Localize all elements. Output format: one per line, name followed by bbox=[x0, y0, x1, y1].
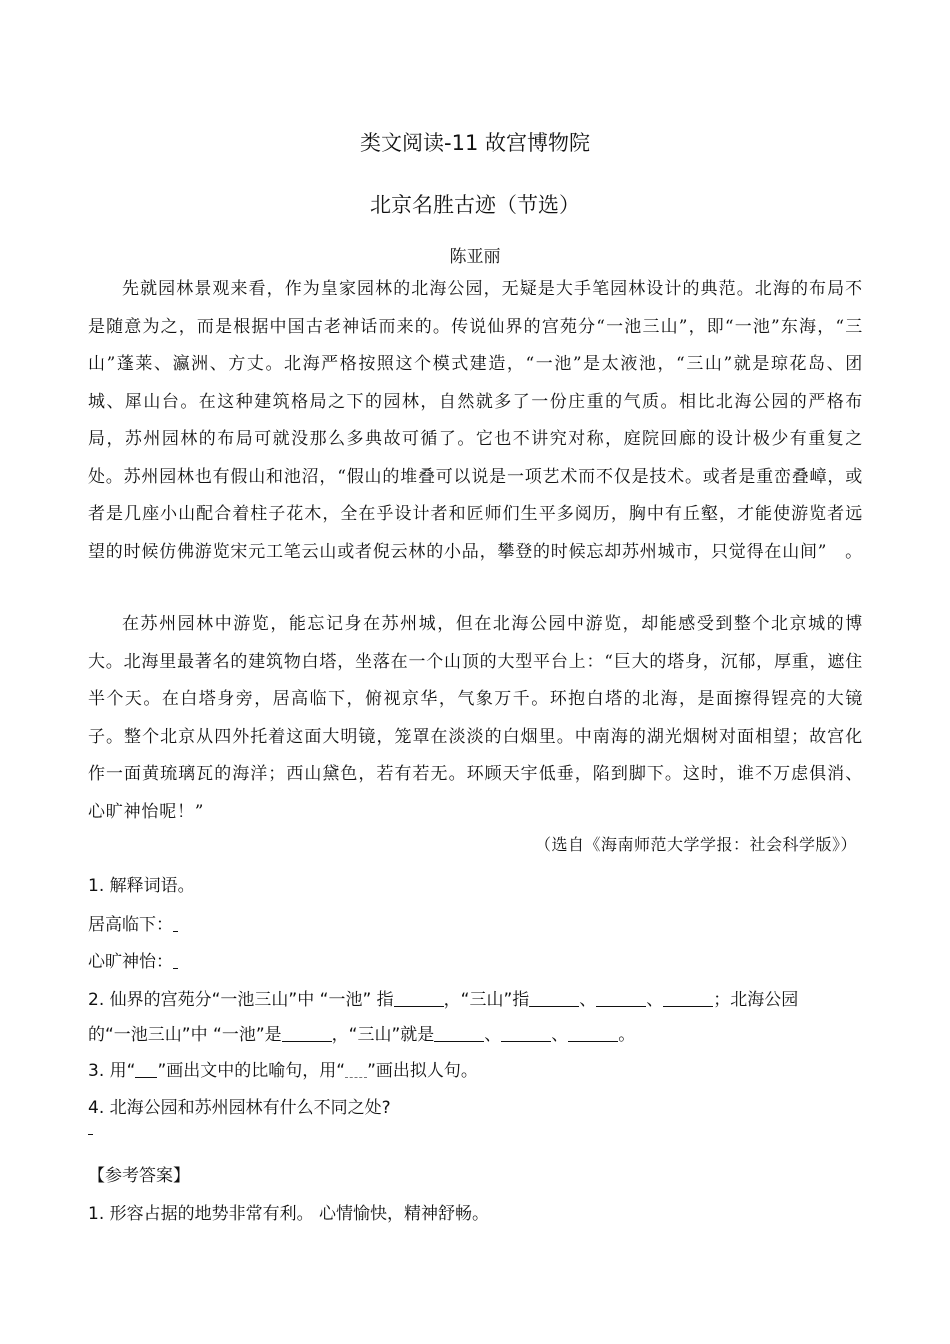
stray-dash-mark bbox=[88, 1134, 93, 1135]
wavy-line-mark bbox=[345, 1063, 367, 1078]
term-2-label: 心旷神怡： bbox=[88, 952, 173, 972]
answer-1: 1. 形容占据的地势非常有利。 心情愉快，精神舒畅。 bbox=[88, 1204, 490, 1224]
question-4: 4. 北海公园和苏州园林有什么不同之处? bbox=[88, 1098, 391, 1118]
q3-text-1: 3. 用“ bbox=[88, 1061, 136, 1081]
answer-blank[interactable] bbox=[568, 1027, 618, 1042]
question-3 bbox=[88, 1056, 868, 1081]
article-title: 北京名胜古迹（节选） bbox=[370, 193, 580, 217]
question-2-line-2 bbox=[88, 1020, 868, 1045]
question-1: 1. 解释词语。 bbox=[88, 876, 195, 896]
answer-blank[interactable] bbox=[501, 1027, 551, 1042]
q2-text-5: ，“三山”就是 bbox=[331, 1025, 435, 1045]
q2-text-2: ，“三山”指 bbox=[443, 990, 530, 1010]
question-2-line-1 bbox=[88, 985, 868, 1010]
q2-text-3: ；北海公园 bbox=[713, 990, 799, 1010]
q2-separator: 、 bbox=[551, 1025, 569, 1045]
question-1-term-2 bbox=[88, 947, 868, 972]
q2-text-4: 的“一池三山”中 “一池”是 bbox=[88, 1025, 282, 1045]
straight-line-mark bbox=[135, 1063, 157, 1078]
answers-heading: 【参考答案】 bbox=[88, 1166, 190, 1186]
q2-end: 。 bbox=[618, 1025, 636, 1045]
q3-text-3: ”画出拟人句。 bbox=[367, 1061, 478, 1081]
answer-blank[interactable] bbox=[434, 1027, 484, 1042]
article-source: （选自《海南师范大学学报：社会科学版》） bbox=[534, 835, 857, 854]
answer-blank[interactable] bbox=[529, 992, 579, 1007]
article-author: 陈亚丽 bbox=[449, 247, 501, 267]
answer-blank[interactable] bbox=[173, 917, 178, 932]
term-1-label: 居高临下： bbox=[88, 915, 173, 935]
q3-text-2: ”画出文中的比喻句，用“ bbox=[157, 1061, 346, 1081]
q2-separator: 、 bbox=[484, 1025, 502, 1045]
answer-blank[interactable] bbox=[663, 992, 713, 1007]
question-1-term-1 bbox=[88, 910, 868, 935]
article-paragraph-2: 在苏州园林中游览，能忘记身在苏州城，但在北海公园中游览，却能感受到整个北京城的博大。北海里最著名的建筑物白塔，坐落在一个山顶的大型平台上：“巨大的塔身，沉郁，厚重，遮住半个天。在白塔身旁，居高临下，俯视京华，气象万千。环抱白塔的北海，是面擦得锃亮的大镜子。整个北京从四外托着这面大明镜，笼罩在淡淡的白烟里。中南海的湖光烟树对面相望；故宫化作一面黄琉璃瓦的海洋；西山黛色，若有若无。环顾天宇低垂，陷到脚下。这时，谁不万虑俱消、心旷神怡呢！” bbox=[88, 614, 863, 822]
q2-separator: 、 bbox=[579, 990, 597, 1010]
unit-title: 类文阅读-11 故宫博物院 bbox=[360, 131, 590, 155]
q2-text-1: 2. 仙界的宫苑分“一池三山”中 “一池” 指 bbox=[88, 990, 394, 1010]
q2-separator: 、 bbox=[646, 990, 664, 1010]
answer-blank[interactable] bbox=[173, 954, 178, 969]
answer-blank[interactable] bbox=[394, 992, 444, 1007]
answer-blank[interactable] bbox=[596, 992, 646, 1007]
article-paragraph-1: 先就园林景观来看，作为皇家园林的北海公园，无疑是大手笔园林设计的典范。北海的布局不是随意为之，而是根据中国古老神话而来的。传说仙界的宫苑分“一池三山”，即“一池”东海，“三山”蓬莱、瀛洲、方丈。北海严格按照这个模式建造，“一池”是太液池，“三山”就是琼花岛、团城、犀山台。在这种建筑格局之下的园林，自然就多了一份庄重的气质。相比北海公园的严格布局，苏州园林的布局可就没那么多典故可循了。它也不讲究对称，庭院回廊的设计极少有重复之处。苏州园林也有假山和池沼，“假山的堆叠可以说是一项艺术而不仅是技术。或者是重峦叠嶂，或者是几座小山配合着柱子花木，全在乎设计者和匠师们生平多阅历，胸中有丘壑，才能使游览者远望的时候仿佛游览宋元工笔云山或者倪云林的小品，攀登的时候忘却苏州城市，只觉得在山间” 。 bbox=[88, 279, 863, 562]
answer-blank[interactable] bbox=[282, 1027, 332, 1042]
